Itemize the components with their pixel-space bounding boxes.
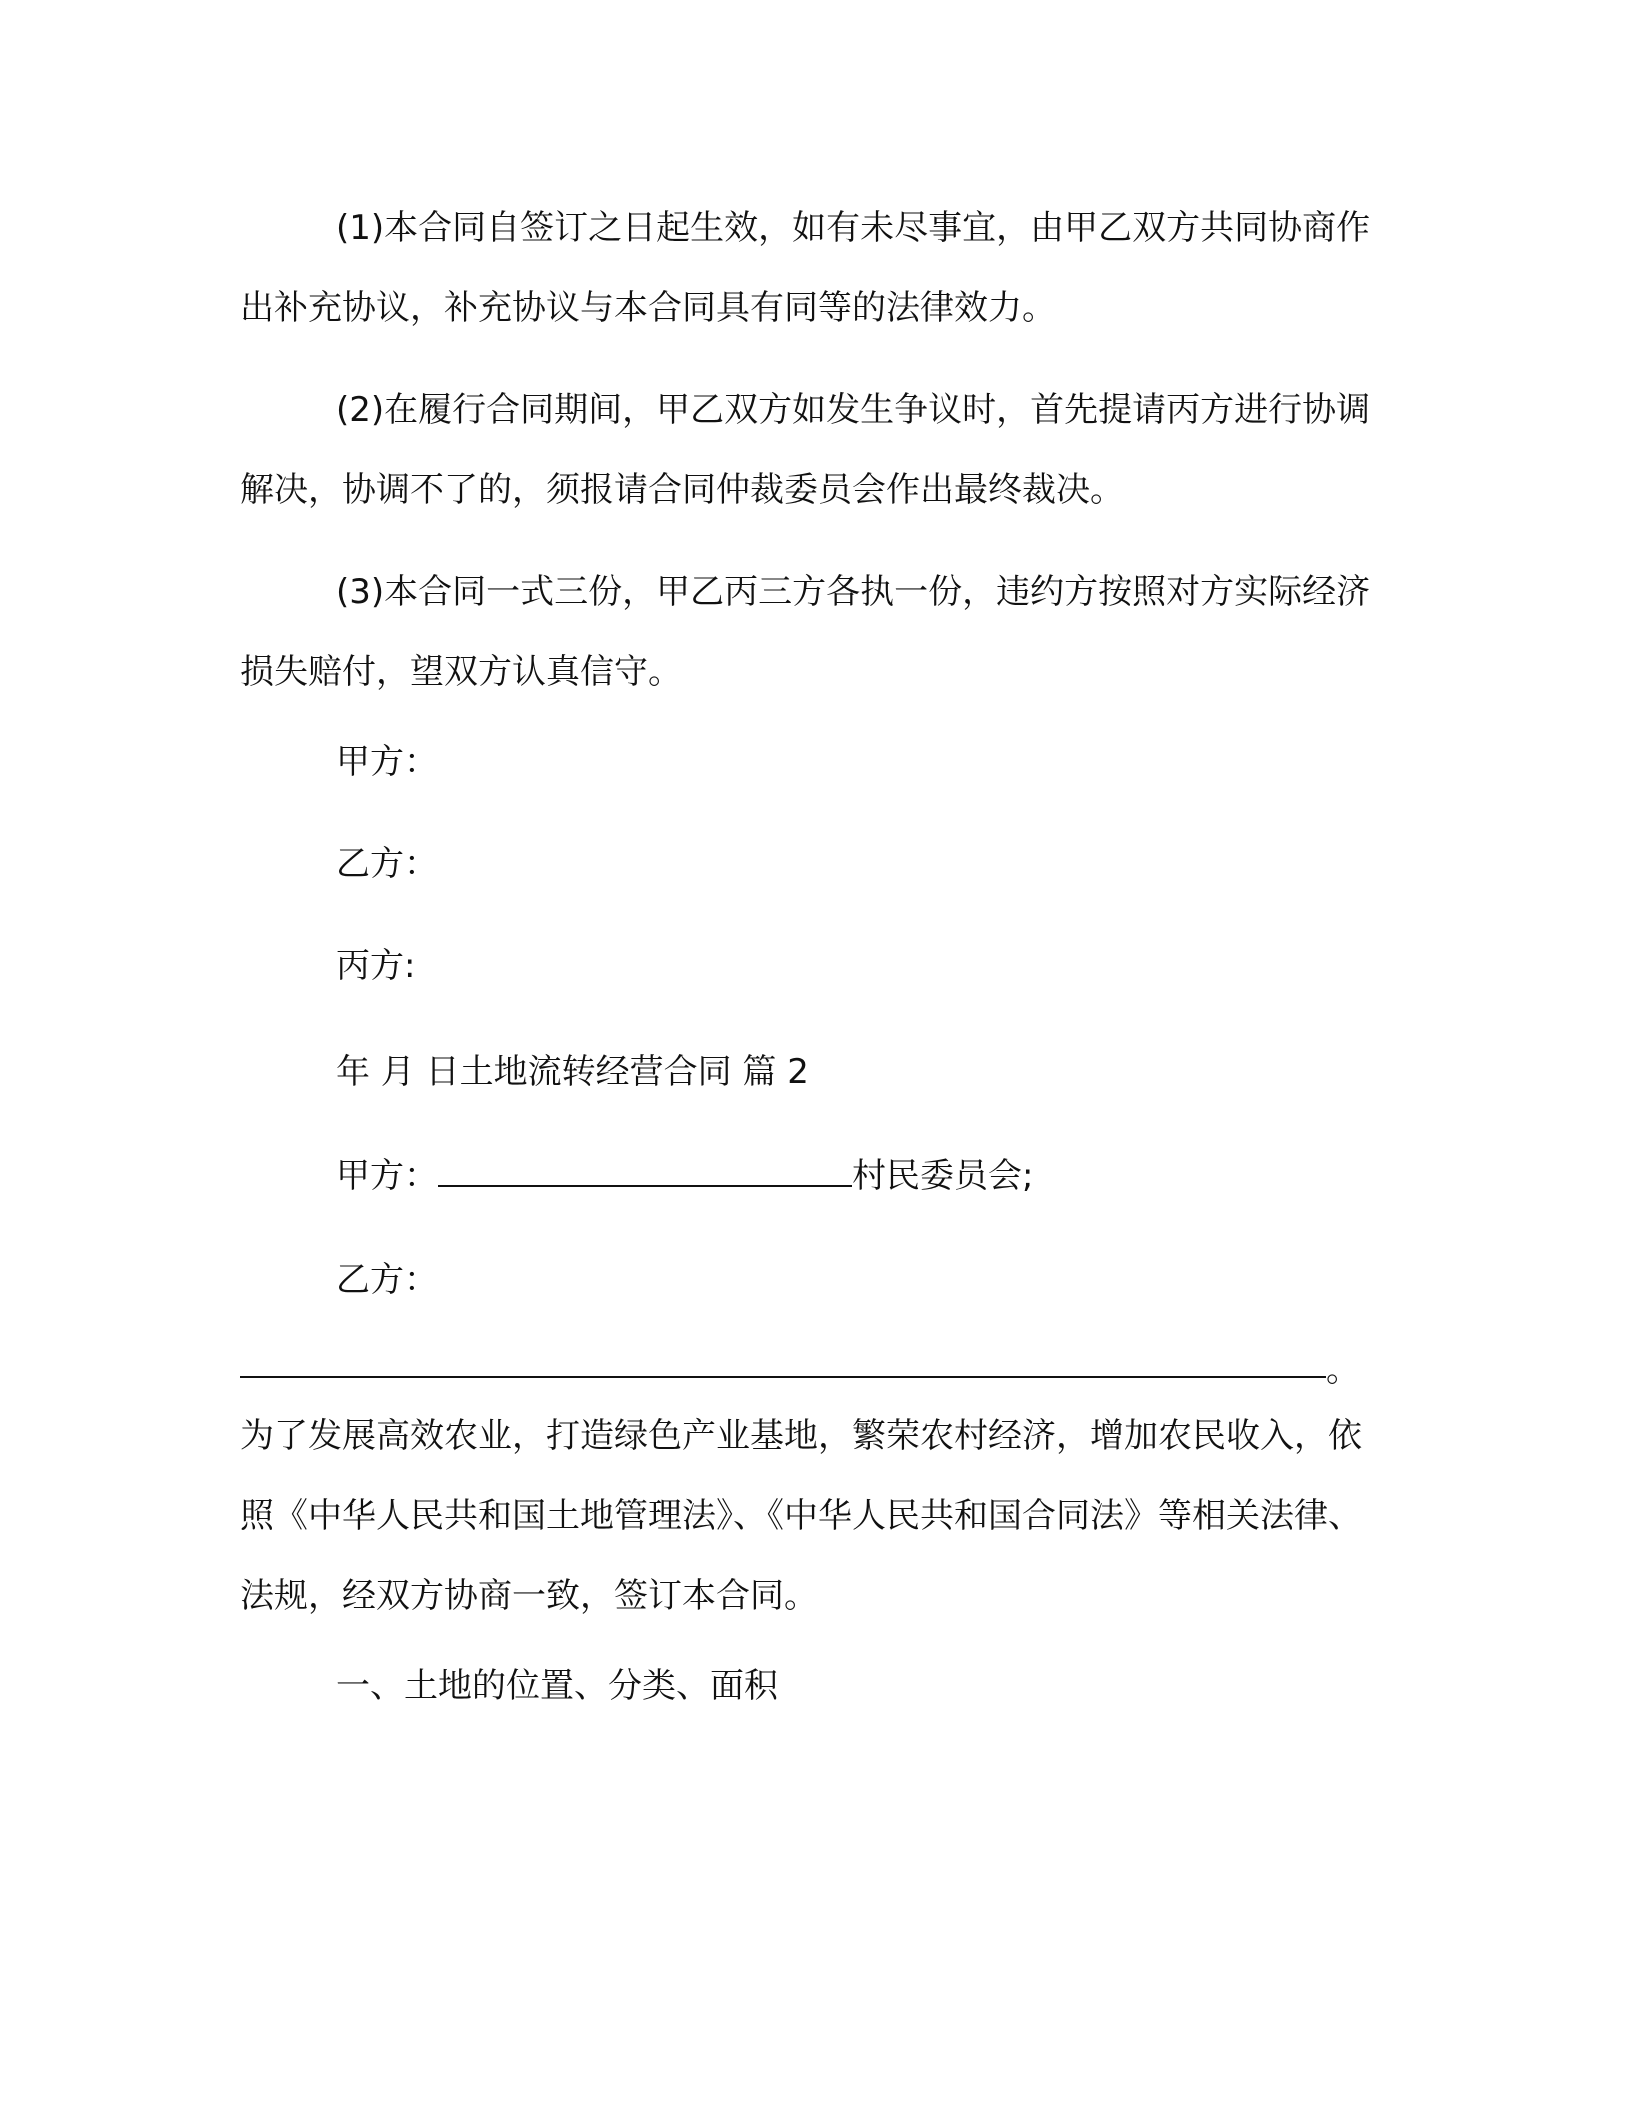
section-1-heading: 一、土地的位置、分类、面积 <box>336 1666 778 1706</box>
clause-1: (1)本合同自签订之日起生效，如有未尽事宜，由甲乙双方共同协商作出补充协议，补充协议与本合同具有同等的法律效力。 <box>240 208 1371 328</box>
party-b2-blank <box>240 1376 1326 1378</box>
clause-2: (2)在履行合同期间，甲乙双方如发生争议时，首先提请丙方进行协调解决，协调不了的，须报请合同仲裁委员会作出最终裁决。 <box>240 390 1371 510</box>
party-a-label: 甲方： <box>336 742 438 782</box>
clause-3: (3)本合同一式三份，甲乙丙三方各执一份，违约方按照对方实际经济损失赔付，望双方认真信守。 <box>240 572 1371 692</box>
party-c-label: 丙方: <box>336 946 416 986</box>
contract-title: 年 月 日土地流转经营合同 篇 2 <box>336 1052 809 1092</box>
party-a2-suffix: 村民委员会; <box>852 1156 1034 1196</box>
party-b-label: 乙方： <box>336 844 438 884</box>
party-a2-blank <box>438 1155 852 1187</box>
party-a2-label: 甲方： <box>336 1156 438 1196</box>
preamble: 为了发展高效农业，打造绿色产业基地，繁荣农村经济，增加农民收入，依照《中华人民共和国土地管理法》、《中华人民共和国合同法》等相关法律、法规，经双方协商一致，签订本合同。 <box>240 1416 1362 1616</box>
party-b2-end: 。 <box>1326 1350 1360 1390</box>
party-a2-line <box>336 1152 1033 1200</box>
party-b2-label: 乙方： <box>336 1260 438 1300</box>
